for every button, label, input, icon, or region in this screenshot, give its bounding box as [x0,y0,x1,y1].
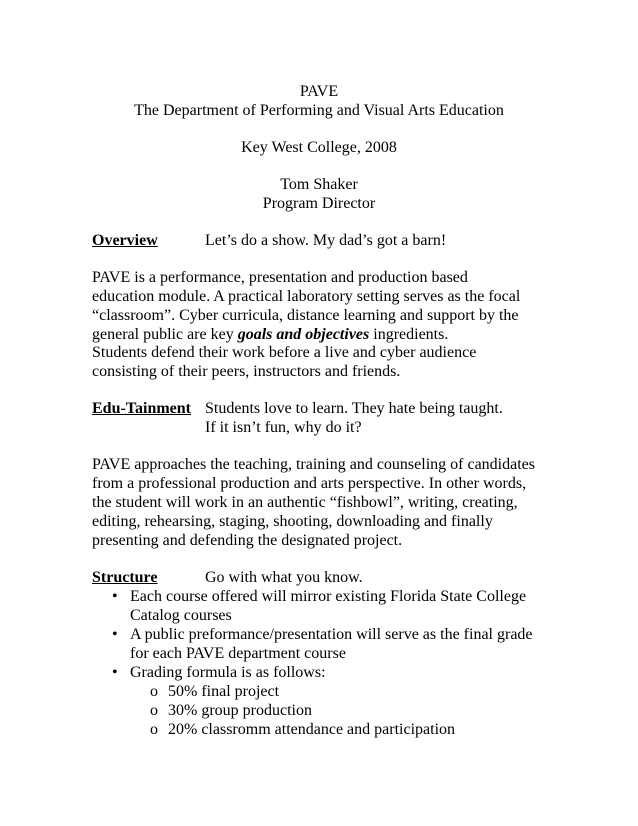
sub-bullet-icon: o [150,683,158,700]
overview-tagline: Let’s do a show. My dad’s got a barn! [205,232,447,249]
overview-heading: Overview [92,232,158,249]
edutainment-line: presenting and defending the designated project. [92,532,403,549]
list-item: Each course offered will mirror existing Florida State College [130,588,527,605]
edutainment-tagline: Students love to learn. They hate being taught. [205,400,503,417]
department-name: The Department of Performing and Visual Arts Education [134,102,504,119]
edutainment-line: from a professional production and arts perspective. In other words, [92,475,527,492]
overview-line: “classroom”. Cyber curricula, distance learning and support by the [92,307,519,324]
overview-line: consisting of their peers, instructors and friends. [92,363,401,380]
edutainment-line: editing, rehearsing, staging, shooting, downloading and finally [92,513,493,530]
list-item-continuation: for each PAVE department course [130,645,346,662]
list-item: A public preformance/presentation will serve as the final grade [130,626,533,643]
overview-line: PAVE is a performance, presentation and production based [92,269,468,286]
edutainment-tagline: If it isn’t fun, why do it? [205,419,362,436]
overview-line-emphasis [92,325,448,344]
goals-objectives-emphasis: goals and objectives [237,326,370,343]
overview-line: education module. A practical laboratory setting serves as the focal [92,288,521,305]
overview-line-prefix: general public are key [92,326,238,343]
edutainment-heading: Edu-Tainment [92,400,191,417]
grading-item: 50% final project [168,683,280,700]
author-role: Program Director [262,195,376,212]
document-title: PAVE [299,83,339,100]
grading-item: 20% classromm attendance and participation [168,721,456,738]
sub-bullet-icon: o [150,702,158,719]
structure-tagline: Go with what you know. [205,569,363,586]
bullet-icon: • [112,588,118,605]
bullet-icon: • [112,626,118,643]
edutainment-line: PAVE approaches the teaching, training and counseling of candidates [92,456,535,473]
overview-line-suffix: ingredients. [369,326,449,343]
bullet-icon: • [112,664,118,681]
college-year: Key West College, 2008 [241,139,397,156]
grading-item: 30% group production [168,702,312,719]
list-item: Grading formula is as follows: [130,664,326,681]
edutainment-line: the student will work in an authentic “fishbowl”, writing, creating, [92,494,518,511]
sub-bullet-icon: o [150,721,158,738]
overview-line: Students defend their work before a live and cyber audience [92,344,477,361]
structure-heading: Structure [92,569,158,586]
author-name: Tom Shaker [280,176,358,193]
list-item-continuation: Catalog courses [130,607,232,624]
